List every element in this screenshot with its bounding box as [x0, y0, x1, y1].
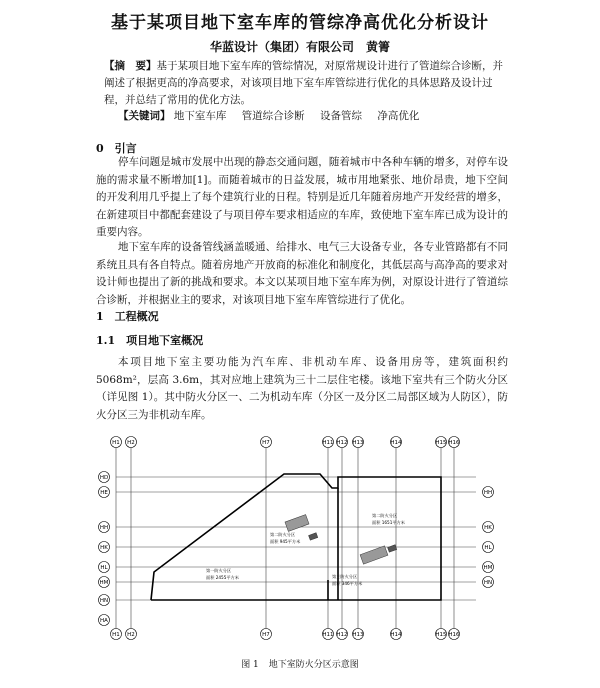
grid-label-left: HK	[100, 545, 108, 551]
keyword-item: 地下室车库	[173, 110, 227, 122]
grid-label-right: HL	[484, 545, 492, 551]
zone-2b-name: 第二防火分区	[372, 513, 398, 518]
keyword-item: 管道综合诊断	[241, 110, 305, 122]
abstract	[104, 58, 510, 109]
grid-label-left: HE	[100, 490, 108, 496]
grid-label-right: HM	[483, 565, 493, 571]
section-heading-basement: 1.1 项目地下室概况	[96, 334, 204, 347]
grid-label-top: H12	[336, 440, 348, 446]
grid-label-bottom: H1	[112, 632, 120, 638]
abstract-label: 【摘 要】	[104, 60, 157, 72]
zone-1-area: 面积 2455平方米	[206, 575, 239, 580]
keyword-item: 净高优化	[377, 110, 420, 122]
grid-label-bottom: H15	[435, 632, 447, 638]
paragraph-basement: 本项目地下室主要功能为汽车库、非机动车库、设备用房等，建筑面积约 5068m²，层高 3.6m，其对应地上建筑为三十二层住宅楼。该地下室共有三个防火分区（详见图 1）。其中防火分区一、二为机动车库（分区一及分区二局部区域为人防区），防火分区三为非机动车库。	[96, 356, 508, 421]
paper-title: 基于某项目地下室车库的管综净高优化分析设计	[111, 13, 489, 33]
grid-label-bottom: H11	[322, 632, 334, 638]
grid-label-bottom: H13	[352, 632, 364, 638]
zone-1-name: 第一防火分区	[206, 568, 232, 573]
author-line: 华蓝设计（集团）有限公司 黄箐	[209, 40, 390, 54]
grid-label-top: H13	[352, 440, 364, 446]
grid-label-top: H1	[112, 440, 120, 446]
keywords-label: 【关键词】	[118, 110, 171, 122]
grid-label-top: H11	[322, 440, 334, 446]
section-heading-overview: 1 工程概况	[96, 310, 159, 323]
grid-label-left: HA	[100, 618, 108, 624]
zone-2b-area: 面积 1651平方米	[372, 520, 405, 525]
grid-label-left: HH	[99, 525, 109, 531]
grid-label-bottom: H14	[390, 632, 402, 638]
zone-3-area: 面积 346平方米	[332, 581, 363, 586]
grid-label-bottom: H7	[262, 632, 270, 638]
paragraph-intro-1: 停车问题是城市发展中出现的静态交通问题，随着城市中各种车辆的增多，对停车设施的需求量不断增加[1]。而随着城市的日益发展，城市用地紧张、地价昂贵，地下空间的开发利用几乎提上了每个建筑行业的日程。特别是近几年随着房地产开发经营的增多，在新建项目中都配套建设了与项目停车要求相适应的车库，致使地下室车库已成为设计的重要内容。	[96, 156, 508, 239]
grid-left-labels	[99, 472, 110, 626]
zone-2-name: 第二防火分区	[270, 532, 296, 537]
zone-3-name: 第三防火分区	[332, 574, 358, 579]
grid-label-left: HN	[99, 598, 109, 604]
paragraph-intro-2: 地下室车库的设备管线涵盖暖通、给排水、电气三大设备专业，各专业管路都有不同系统且具有各自特点。随着房地产开放商的标准化和制度化，其低层高与高净高的要求对设计师也提出了新的挑战和要求。本文以某项目地下室车库为例，对原设计进行了管道综合诊断，并根据业主的要求，对该项目地下室车库管综进行了优化。	[96, 241, 508, 306]
grid-label-top: H2	[127, 440, 135, 446]
grid-label-right: HK	[484, 525, 492, 531]
keywords	[118, 108, 518, 123]
figure-caption	[0, 657, 600, 670]
keyword-item: 设备管综	[320, 110, 363, 122]
grid-right-labels	[483, 487, 494, 588]
grid-bottom-labels	[111, 629, 461, 640]
figure-number: 图 1	[241, 660, 259, 670]
grid-label-bottom: H2	[127, 632, 135, 638]
grid-label-right: HN	[483, 580, 493, 586]
grid-label-top: H15	[435, 440, 447, 446]
grid-label-bottom: H12	[336, 632, 348, 638]
grid-label-top: H7	[262, 440, 270, 446]
grid-label-left: HD	[99, 475, 109, 481]
figure-caption-text: 地下室防火分区示意图	[268, 660, 359, 670]
grid-label-bottom: H16	[448, 632, 460, 638]
grid-label-right: HH	[483, 490, 493, 496]
section-heading-intro: 0 引言	[96, 142, 137, 155]
grid-top-labels	[111, 437, 461, 448]
grid-label-top: H16	[448, 440, 460, 446]
figure-fire-zones	[96, 432, 496, 648]
floor-plan-diagram	[96, 432, 496, 648]
zone-2-area: 面积 945平方米	[270, 539, 301, 544]
grid-label-left: HL	[100, 565, 108, 571]
grid-label-left: HM	[99, 580, 109, 586]
grid-label-top: H14	[390, 440, 402, 446]
abstract-text: 基于某项目地下室车库的管综情况，对原常规设计进行了管道综合诊断，并阐述了根据更高的净高要求，对该项目地下室车库管综进行优化的具体思路及设计过程，并总结了常用的优化方法。	[104, 60, 503, 106]
